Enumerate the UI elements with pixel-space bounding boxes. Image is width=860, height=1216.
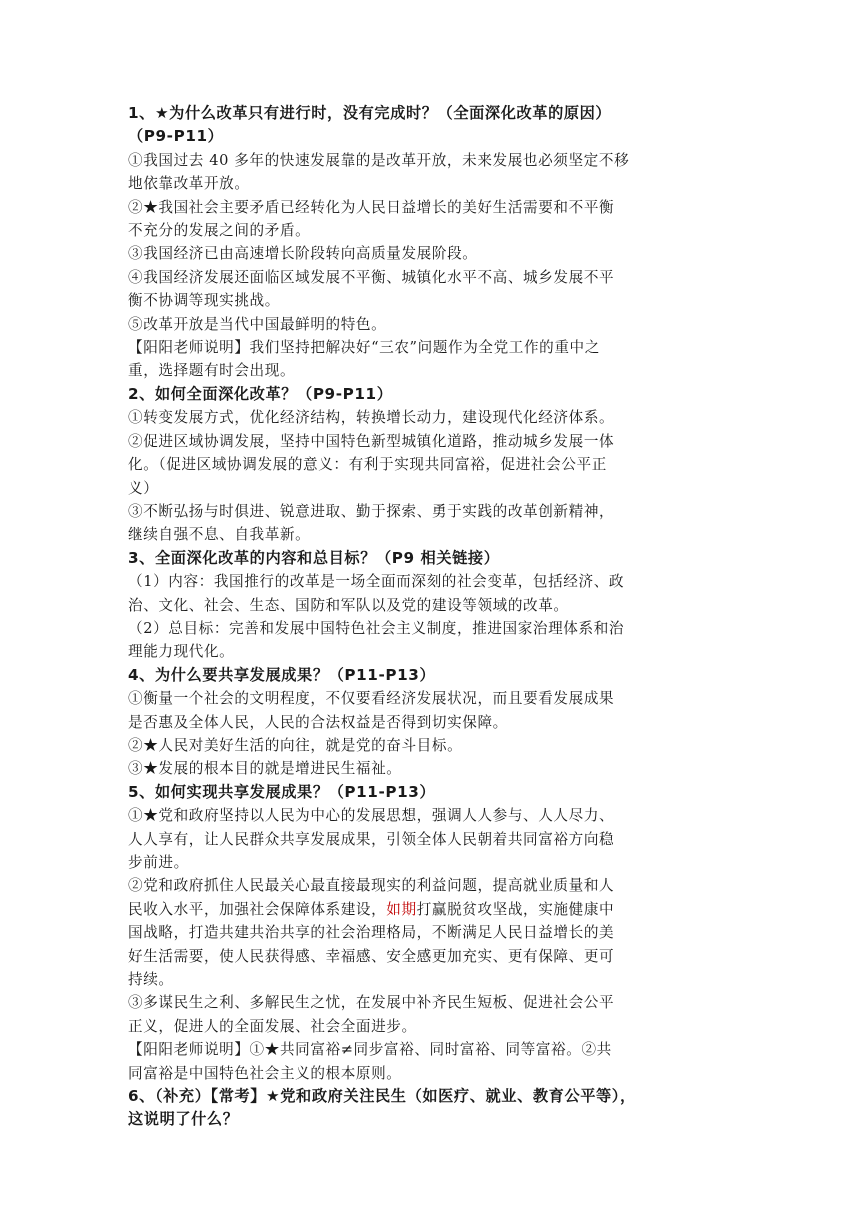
section-4 [128,664,732,781]
list-item: 义） [128,479,159,497]
list-item: ①我国过去 40 多年的快速发展靠的是改革开放，未来发展也必须坚定不移 [128,151,630,169]
list-item: 继续自强不息、自我革新。 [128,526,311,544]
list-item: 正义，促进人的全面发展、社会全面进步。 [128,1017,417,1035]
list-item: ②★我国社会主要矛盾已经转化为人民日益增长的美好生活需要和不平衡 [128,198,615,216]
section-title: 4、为什么要共享发展成果？（P11-P13） [128,665,436,684]
document-page [128,102,732,1132]
list-item: 不充分的发展之间的矛盾。 [128,222,311,240]
list-item: （2）总目标：完善和发展中国特色社会主义制度，推进国家治理体系和治 [128,619,625,637]
list-item: 持续。 [128,971,174,989]
teacher-note: 同富裕是中国特色社会主义的根本原则。 [128,1064,402,1082]
list-item: ③不断弘扬与时俱进、锐意进取、勤于探索、勇于实践的改革创新精神， [128,502,615,520]
list-item: 地依靠改革开放。 [128,175,250,193]
list-item: ②促进区域协调发展，坚持中国特色新型城镇化道路，推动城乡发展一体 [128,432,615,450]
list-item: 衡不协调等现实挑战。 [128,292,280,310]
list-item: 好生活需要，使人民获得感、幸福感、安全感更加充实、更有保障、更可 [128,947,615,965]
list-item: ③多谋民生之利、多解民生之忧，在发展中补齐民生短板、促进社会公平 [128,994,615,1012]
text-run: 民收入水平，加强社会保障体系建设， [128,900,387,918]
list-item: ②党和政府抓住人民最关心最直接最现实的利益问题，提高就业质量和人 [128,877,615,895]
list-item: 化。（促进区域协调发展的意义：有利于实现共同富裕，促进社会公平正 [128,456,607,474]
list-item: 是否惠及全体人民，人民的合法权益是否得到切实保障。 [128,713,508,731]
section-6 [128,1085,732,1132]
section-title-cont: 这说明了什么？ [128,1110,239,1129]
list-item: ①★党和政府坚持以人民为中心的发展思想，强调人人参与、人人尽力、 [128,807,615,825]
list-item: ③我国经济已由高速增长阶段转向高质量发展阶段。 [128,245,478,263]
teacher-note: 重，选择题有时会出现。 [128,362,296,380]
list-item: ③★发展的根本目的就是增进民生福祉。 [128,760,402,778]
teacher-note: 【阳阳老师说明】①★共同富裕≠同步富裕、同时富裕、同等富裕。②共 [128,1041,612,1059]
list-item: 人人享有，让人民群众共享发展成果，引领全体人民朝着共同富裕方向稳 [128,830,615,848]
list-item-mixed [128,898,732,921]
section-title: 5、如何实现共享发展成果？（P11-P13） [128,782,436,801]
list-item: ①转变发展方式，优化经济结构，转换增长动力，建设现代化经济体系。 [128,409,615,427]
section-5 [128,781,732,1085]
section-title: 6、（补充）【常考】★党和政府关注民生（如医疗、就业、教育公平等）， [128,1087,636,1106]
list-item: ④我国经济发展还面临区域发展不平衡、城镇化水平不高、城乡发展不平 [128,268,615,286]
list-item: 治、文化、社会、生态、国防和军队以及党的建设等领域的改革。 [128,596,569,614]
section-2 [128,383,732,547]
section-3 [128,547,732,664]
list-item: （1）内容：我国推行的改革是一场全面而深刻的社会变革，包括经济、政 [128,573,625,591]
text-run: 打赢脱贫攻坚战，实施健康中 [416,900,615,918]
list-item: 国战略，打造共建共治共享的社会治理格局，不断满足人民日益增长的美 [128,924,615,942]
list-item: 步前进。 [128,854,189,871]
list-item: ①衡量一个社会的文明程度，不仅要看经济发展状况，而且要看发展成果 [128,690,615,708]
section-title: 3、全面深化改革的内容和总目标？（P9 相关链接） [128,548,500,567]
section-1 [128,102,732,383]
list-item: ⑤改革开放是当代中国最鲜明的特色。 [128,315,387,333]
section-title-cont: （P9-P11） [128,127,224,146]
teacher-note: 【阳阳老师说明】我们坚持把解决好“三农”问题作为全党工作的重中之 [128,339,600,357]
highlighted-text: 如期 [386,900,417,918]
list-item: ②★人民对美好生活的向往，就是党的奋斗目标。 [128,736,463,754]
list-item: 理能力现代化。 [128,643,235,661]
section-title: 1、★为什么改革只有进行时，没有完成时？（全面深化改革的原因） [128,104,612,122]
section-title: 2、如何全面深化改革？（P9-P11） [128,384,393,403]
